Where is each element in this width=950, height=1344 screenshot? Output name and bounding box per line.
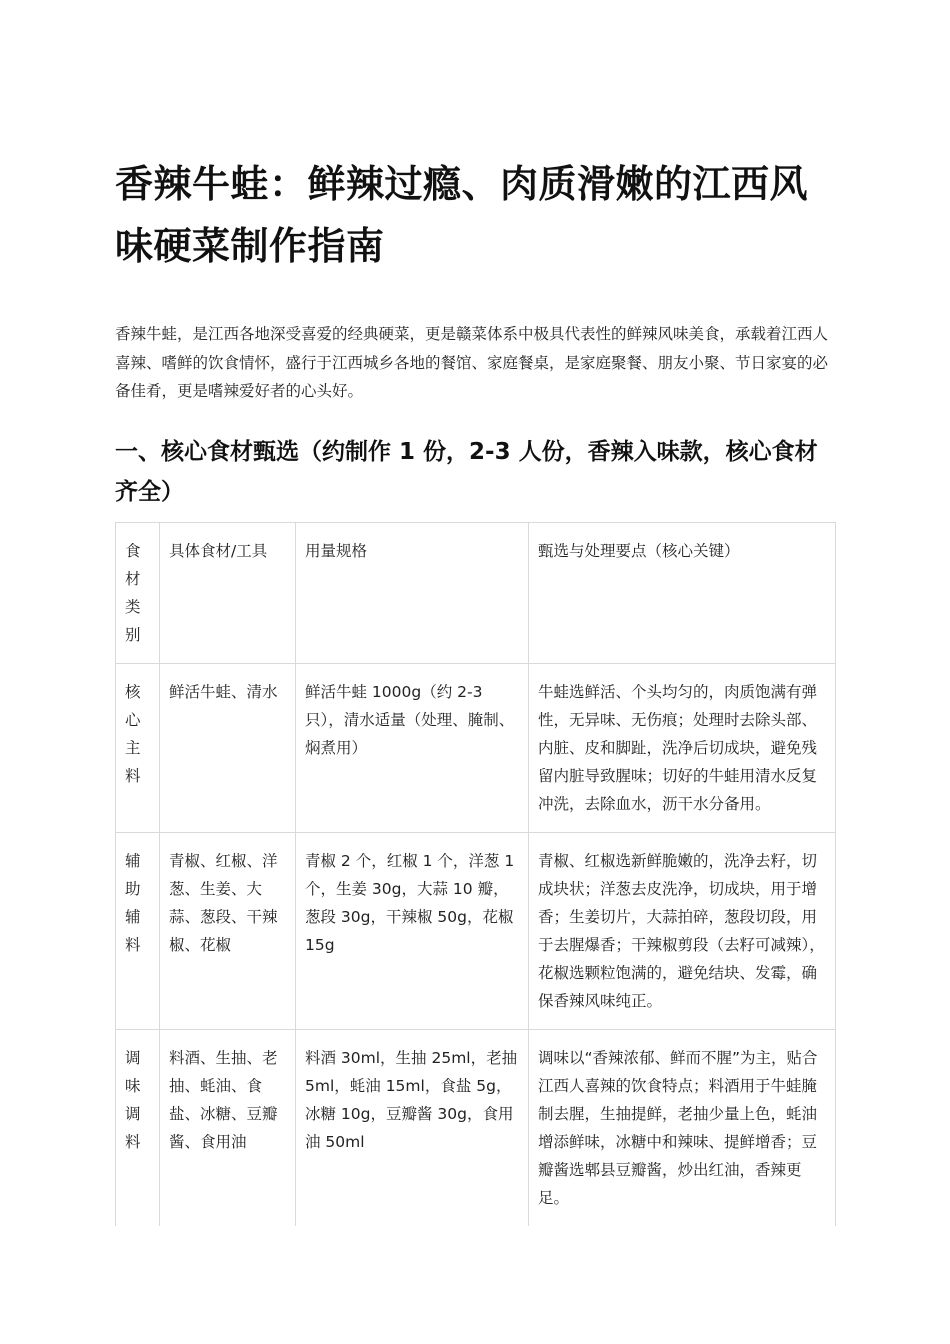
- category-cell: 辅助辅料: [116, 833, 160, 1030]
- table-row: [116, 664, 836, 833]
- amount-cell: 料酒 30ml，生抽 25ml，老抽 5ml，蚝油 15ml，食盐 5g，冰糖 10g，豆瓣酱 30g，食用油 50ml: [296, 1030, 529, 1227]
- section-heading-ingredients: 一、核心食材甄选（约制作 1 份，2-3 人份，香辣入味款，核心食材齐全）: [115, 439, 818, 505]
- table-row: [116, 833, 836, 1030]
- table-header-cell: 食材类别: [116, 523, 160, 664]
- intro-paragraph: 香辣牛蛙，是江西各地深受喜爱的经典硬菜，更是赣菜体系中极具代表性的鲜辣风味美食，承载着江西人喜辣、嗜鲜的饮食情怀，盛行于江西城乡各地的餐馆、家庭餐桌，是家庭聚餐、朋友小聚、节日家宴的必备佳肴，更是嗜辣爱好者的心头好。: [115, 325, 829, 400]
- table-header-cell: 甄选与处理要点（核心关键）: [529, 523, 836, 664]
- notes-cell: 牛蛙选鲜活、个头均匀的，肉质饱满有弹性，无异味、无伤痕；处理时去除头部、内脏、皮和脚趾，洗净后切成块，避免残留内脏导致腥味；切好的牛蛙用清水反复冲洗，去除血水，沥干水分备用。: [529, 664, 836, 833]
- items-cell: 料酒、生抽、老抽、蚝油、食盐、冰糖、豆瓣酱、食用油: [160, 1030, 296, 1227]
- table-row: [116, 1030, 836, 1227]
- table-header-cell: 具体食材/工具: [160, 523, 296, 664]
- amount-cell: 鲜活牛蛙 1000g（约 2-3 只），清水适量（处理、腌制、焖煮用）: [296, 664, 529, 833]
- category-cell: 调味调料: [116, 1030, 160, 1227]
- items-cell: 青椒、红椒、洋葱、生姜、大蒜、葱段、干辣椒、花椒: [160, 833, 296, 1030]
- amount-cell: 青椒 2 个，红椒 1 个，洋葱 1 个，生姜 30g，大蒜 10 瓣，葱段 30g，干辣椒 50g，花椒 15g: [296, 833, 529, 1030]
- page-bottom-margin: [115, 1226, 950, 1344]
- table-header-cell: 用量规格: [296, 523, 529, 664]
- notes-cell: 青椒、红椒选新鲜脆嫩的，洗净去籽，切成块状；洋葱去皮洗净，切成块，用于增香；生姜切片，大蒜拍碎，葱段切段，用于去腥爆香；干辣椒剪段（去籽可减辣），花椒选颗粒饱满的，避免结块、发霉，确保香辣风味纯正。: [529, 833, 836, 1030]
- category-cell: 核心主料: [116, 664, 160, 833]
- items-cell: 鲜活牛蛙、清水: [160, 664, 296, 833]
- ingredients-table: [115, 522, 836, 1227]
- table-header-row: [116, 523, 836, 664]
- notes-cell: 调味以“香辣浓郁、鲜而不腥”为主，贴合江西人喜辣的饮食特点；料酒用于牛蛙腌制去腥，生抽提鲜，老抽少量上色，蚝油增添鲜味，冰糖中和辣味、提鲜增香；豆瓣酱选郫县豆瓣酱，炒出红油，香辣更足。: [529, 1030, 836, 1227]
- page-title: 香辣牛蛙：鲜辣过瘾、肉质滑嫩的江西风味硬菜制作指南: [115, 162, 809, 268]
